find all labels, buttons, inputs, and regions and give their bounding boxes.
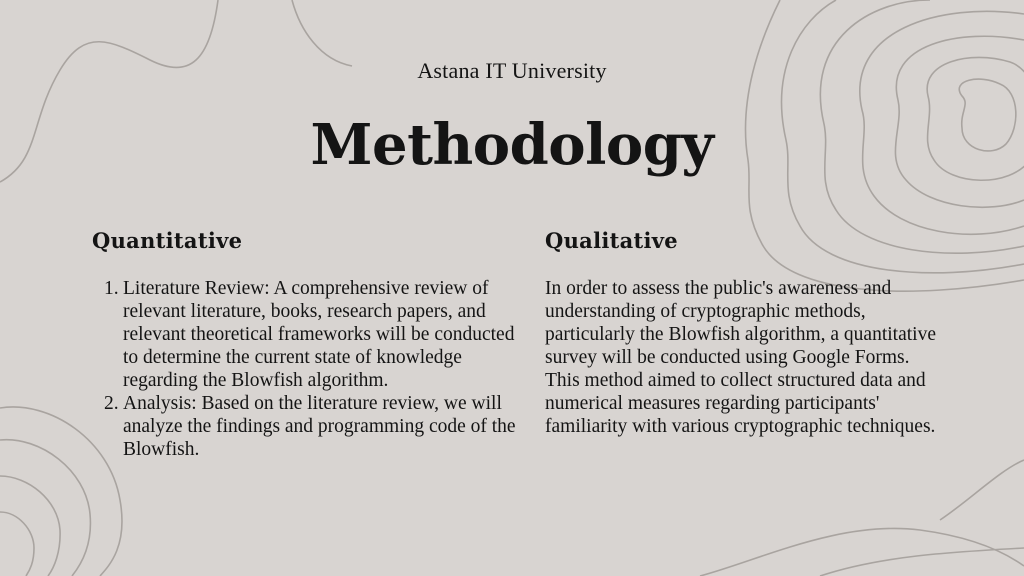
contour-bottom-right-2 bbox=[820, 548, 1024, 576]
page-title: Methodology bbox=[310, 112, 714, 178]
list-item-text: Analysis: Based on the literature review, we will analyze the findings and programming code of the Blowfish. bbox=[123, 393, 516, 461]
quantitative-list bbox=[92, 277, 522, 461]
quantitative-heading: Quantitative bbox=[92, 228, 243, 253]
qualitative-column bbox=[545, 228, 945, 438]
list-item-text: Literature Review: A comprehensive review of relevant literature, books, research papers, and relevant theoretical frameworks will be conducted to determine the current state of knowledge regarding the Blowfish algorithm. bbox=[123, 278, 515, 392]
quantitative-column bbox=[92, 228, 522, 461]
contour-bottom-left-2 bbox=[0, 440, 90, 576]
contour-bottom-right-3 bbox=[940, 460, 1024, 520]
contour-bottom-left-3 bbox=[0, 476, 60, 576]
contour-line-top-left-2 bbox=[292, 0, 352, 66]
institution-name: Astana IT University bbox=[417, 58, 607, 83]
list-item-number: 1. bbox=[104, 278, 119, 300]
list-item bbox=[92, 277, 522, 392]
contour-bottom-left-4 bbox=[0, 512, 34, 576]
qualitative-paragraph: In order to assess the public's awareness and understanding of cryptographic methods, particularly the Blowfish algorithm, a quantitative survey will be conducted using Google Forms. This method aimed to collect structured data and numerical measures regarding participants' familiarity with various cryptographic techniques. bbox=[545, 278, 936, 438]
list-item-number: 2. bbox=[104, 393, 119, 415]
qualitative-heading: Qualitative bbox=[545, 228, 678, 253]
list-item bbox=[92, 392, 522, 461]
contour-bottom-right-1 bbox=[700, 528, 1024, 576]
